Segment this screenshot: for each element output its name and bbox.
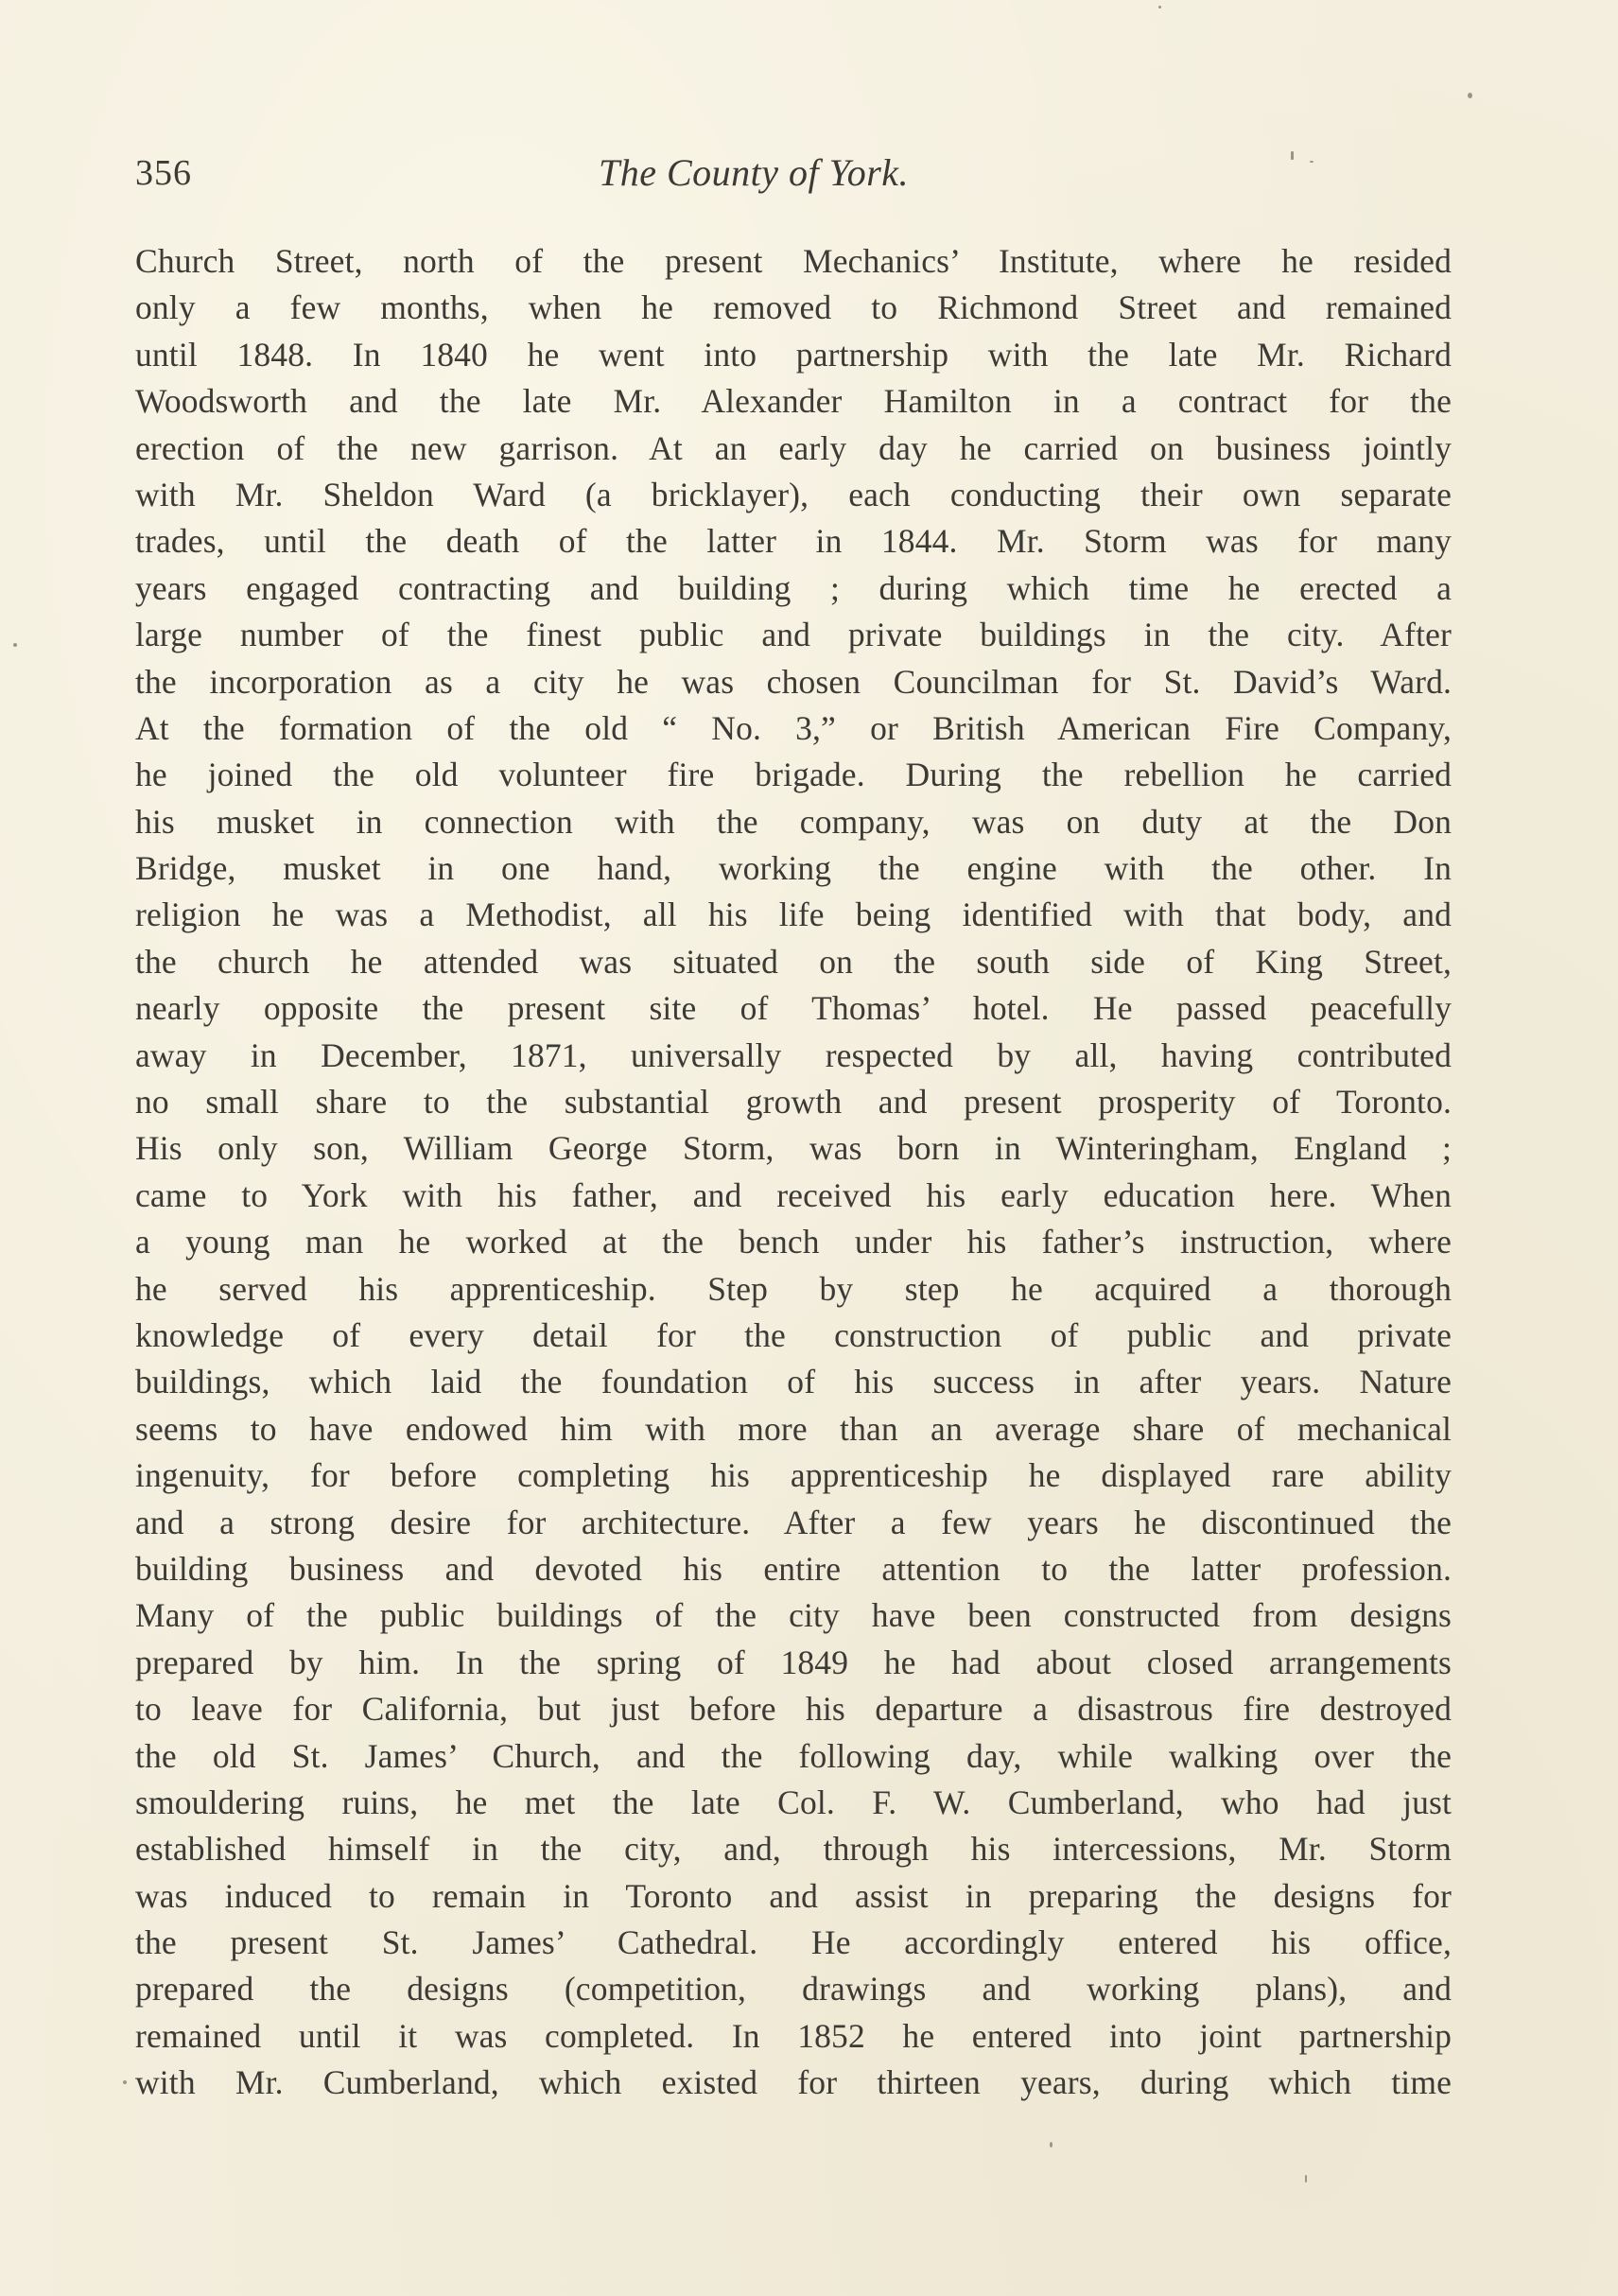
text-line: At the formation of the old “ No. 3,” or British American Fire Company, — [135, 708, 1452, 747]
text-line: Woodsworth and the late Mr. Alexander Hamilton in a contract for the — [135, 382, 1452, 421]
text-line: religion he was a Methodist, all his life being identified with that body, and — [135, 896, 1452, 934]
text-line: to leave for California, but just before his departure a disastrous fire destroyed — [135, 1690, 1452, 1729]
text-line: smouldering ruins, he met the late Col. F. W. Cumberland, who had just — [135, 1783, 1452, 1821]
text-line: Bridge, musket in one hand, working the engine with the other. In — [135, 849, 1452, 888]
text-line: only a few months, when he removed to Richmond Street and remained — [135, 288, 1452, 327]
page-number: 356 — [135, 153, 192, 193]
paper-speck — [1305, 2175, 1307, 2183]
paper-speck — [1310, 161, 1314, 163]
text-line: ingenuity, for before completing his apprenticeship he displayed rare ability — [135, 1456, 1452, 1495]
text-line: the incorporation as a city he was chosen Councilman for St. David’s Ward. — [135, 662, 1452, 701]
text-line: seems to have endowed him with more than an average share of mechanical — [135, 1409, 1452, 1448]
text-line: large number of the finest public and private buildings in the city. After — [135, 616, 1452, 654]
text-line: the church he attended was situated on the south side of King Street, — [135, 942, 1452, 981]
text-line: the present St. James’ Cathedral. He accordingly entered his office, — [135, 1923, 1452, 1962]
text-line: buildings, which laid the foundation of his success in after years. Nature — [135, 1363, 1452, 1401]
text-line: established himself in the city, and, through his intercessions, Mr. Storm — [135, 1830, 1452, 1869]
text-line: remained until it was completed. In 1852 he entered into joint partnership — [135, 2016, 1452, 2055]
text-line: nearly opposite the present site of Thomas’ hotel. He passed peacefully — [135, 989, 1452, 1028]
text-line: Church Street, north of the present Mechanics’ Institute, where he resided — [135, 242, 1452, 280]
text-line: building business and devoted his entire attention to the latter profession. — [135, 1549, 1452, 1588]
text-line: prepared by him. In the spring of 1849 he had about closed arrangements — [135, 1643, 1452, 1681]
paper-speck — [1291, 151, 1294, 160]
body-text — [135, 238, 1452, 2107]
text-line: years engaged contracting and building ; during which time he erected a — [135, 568, 1452, 607]
text-line: no small share to the substantial growth and present prosperity of Toronto. — [135, 1083, 1452, 1122]
text-line: was induced to remain in Toronto and assist in preparing the designs for — [135, 1876, 1452, 1915]
paper-speck — [13, 643, 17, 647]
running-title: The County of York. — [599, 151, 910, 194]
running-head — [135, 149, 1452, 197]
text-line: erection of the new garrison. At an early day he carried on business jointly — [135, 428, 1452, 467]
text-line: trades, until the death of the latter in 1844. Mr. Storm was for many — [135, 522, 1452, 561]
text-line: away in December, 1871, universally respected by all, having contributed — [135, 1035, 1452, 1074]
text-line: with Mr. Sheldon Ward (a bricklayer), each conducting their own separate — [135, 475, 1452, 513]
text-line: came to York with his father, and received his early education here. When — [135, 1175, 1452, 1214]
text-line: and a strong desire for architecture. After a few years he discontinued the — [135, 1503, 1452, 1541]
text-line: a young man he worked at the bench under his father’s instruction, where — [135, 1223, 1452, 1261]
text-line: with Mr. Cumberland, which existed for thirteen years, during which time — [135, 2063, 1452, 2102]
text-line: prepared the designs (competition, drawings and working plans), and — [135, 1970, 1452, 2009]
text-line: Many of the public buildings of the city have been constructed from designs — [135, 1596, 1452, 1635]
text-line: his musket in connection with the company, was on duty at the Don — [135, 802, 1452, 841]
text-line: until 1848. In 1840 he went into partnership with the late Mr. Richard — [135, 335, 1452, 374]
text-line: he joined the old volunteer fire brigade. During the rebellion he carried — [135, 756, 1452, 794]
paper-speck — [123, 2080, 127, 2084]
paper-speck — [1468, 93, 1472, 98]
text-line: the old St. James’ Church, and the following day, while walking over the — [135, 1736, 1452, 1775]
text-line: he served his apprenticeship. Step by step he acquired a thorough — [135, 1269, 1452, 1308]
text-line: His only son, William George Storm, was born in Winteringham, England ; — [135, 1129, 1452, 1168]
text-line: knowledge of every detail for the construction of public and private — [135, 1315, 1452, 1354]
paper-speck — [1158, 6, 1161, 9]
paper-speck — [1050, 2142, 1053, 2148]
